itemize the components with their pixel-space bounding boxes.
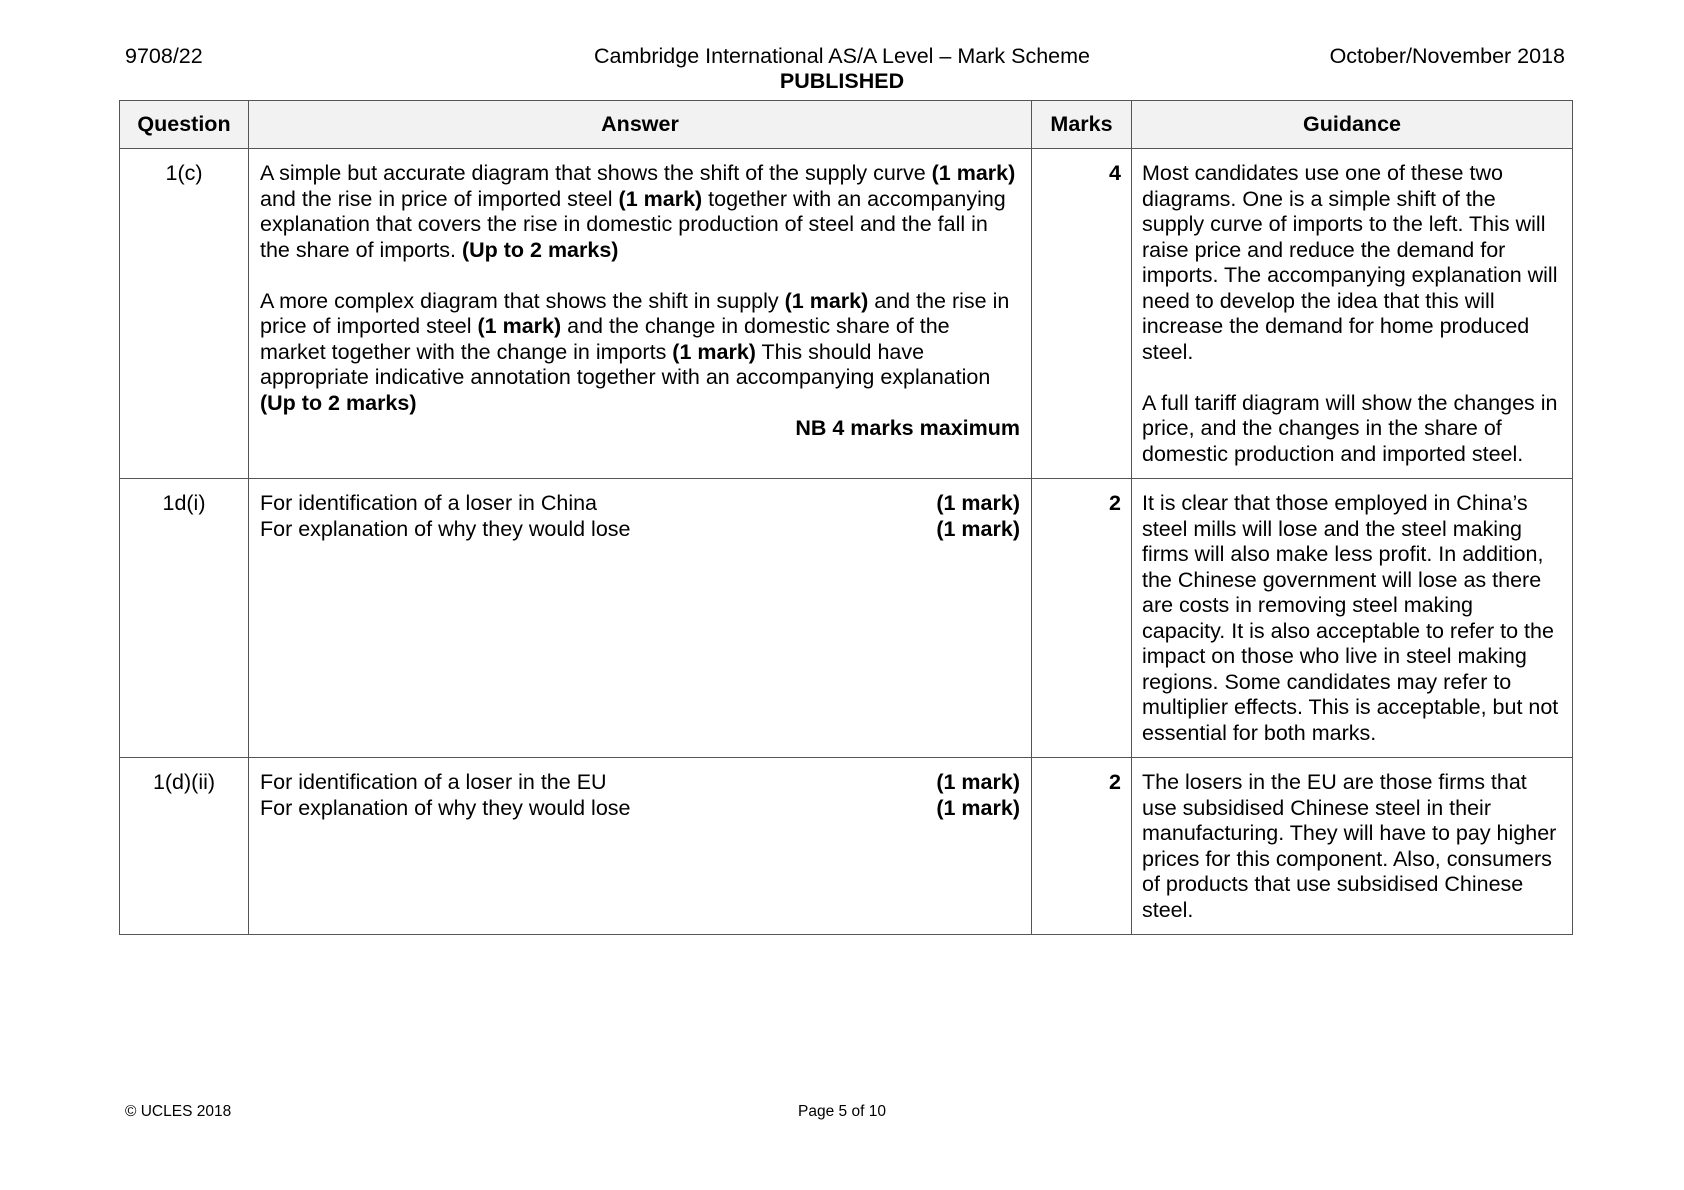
published-label: PUBLISHED: [779, 69, 905, 93]
column-header-marks: Marks: [1032, 101, 1132, 149]
exam-session: October/November 2018: [1329, 44, 1565, 68]
mark-allocation: (1 mark): [936, 770, 1020, 794]
paper-code: 9708/22: [125, 44, 203, 68]
criterion-text: For identification of a loser in China: [260, 491, 598, 515]
guidance-paragraph: The losers in the EU are those firms that use subsidised Chinese steel in their manufacturing. They will have to pay higher prices for this component. Also, consumers of products that use subsidised Chinese steel.: [1142, 770, 1557, 922]
answer-paragraph: [260, 161, 1020, 263]
question-number: 1d(i): [120, 479, 249, 758]
answer-text: and the rise in price of imported steel: [260, 288, 1010, 338]
guidance-cell: [1132, 149, 1573, 479]
mark-scheme-table: [119, 100, 1573, 935]
guidance-paragraph: It is clear that those employed in China’s steel mills will lose and the steel making firms will also make less profit. In addition, the Chinese government will lose as there are costs in removing steel making capacity. It is also acceptable to refer to the impact on those who live in steel making regions. Some candidates may refer to multiplier effects. This is acceptable, but not essential for both marks.: [1142, 491, 1559, 745]
answer-text: A simple but accurate diagram that shows the shift of the supply curve: [260, 161, 932, 185]
answer-text: A more complex diagram that shows the shift in supply: [260, 288, 785, 313]
guidance-cell: [1132, 758, 1573, 935]
guidance-paragraph: A full tariff diagram will show the changes in price, and the changes in the share of domestic production and imported steel.: [1142, 390, 1558, 466]
mark-allocation: (1 mark): [936, 516, 1020, 541]
mark-allocation: (1 mark): [618, 186, 703, 211]
answer-text: This should have appropriate indicative annotation together with an accompanying explanation: [260, 339, 991, 389]
answer-cell: [249, 758, 1032, 935]
criterion-text: For identification of a loser in the EU: [260, 770, 607, 794]
mark-criterion: [260, 770, 1020, 796]
answer-cell: [249, 479, 1032, 758]
criterion-text: For explanation of why they would lose: [260, 516, 631, 541]
mark-criterion: [260, 491, 1020, 517]
marks-value: 2: [1032, 479, 1132, 758]
answer-text: together with an accompanying explanation that covers the rise in domestic production of steel and the fall in the share of imports.: [260, 186, 1006, 262]
table-header-row: [120, 101, 1573, 149]
marks-value: 4: [1032, 149, 1132, 479]
mark-allocation: (1 mark): [672, 339, 756, 364]
mark-criterion: [260, 796, 1020, 822]
mark-allocation: (1 mark): [936, 491, 1020, 515]
criterion-text: For explanation of why they would lose: [260, 795, 631, 820]
mark-allocation: (1 mark): [784, 288, 869, 313]
page-number: Page 5 of 10: [798, 1103, 886, 1120]
guidance-cell: [1132, 479, 1573, 758]
column-header-answer: Answer: [249, 101, 1032, 149]
answer-text: and the rise in price of imported steel: [260, 186, 619, 211]
column-header-question: Question: [120, 101, 249, 149]
question-number: 1(d)(ii): [120, 758, 249, 935]
mark-allocation: (Up to 2 marks): [461, 237, 619, 262]
column-header-guidance: Guidance: [1132, 101, 1573, 149]
table-row: [120, 149, 1573, 479]
marks-value: 2: [1032, 758, 1132, 935]
table-row: [120, 758, 1573, 935]
answer-paragraph: [260, 289, 1020, 417]
mark-allocation: (Up to 2 marks): [260, 390, 417, 415]
mark-allocation: (1 mark): [936, 795, 1020, 820]
mark-allocation: (1 mark): [931, 161, 1016, 185]
guidance-paragraph: Most candidates use one of these two diagrams. One is a simple shift of the supply curve of imports to the left. This will raise price and reduce the demand for imports. The accompanying explanation will need to develop the idea that this will increase the demand for home produced steel.: [1142, 161, 1558, 364]
answer-cell: [249, 149, 1032, 479]
copyright-notice: © UCLES 2018: [125, 1103, 232, 1120]
document-title: Cambridge International AS/A Level – Mark Scheme: [594, 44, 1090, 68]
answer-text: and the change in domestic share of the market together with the change in imports: [260, 314, 950, 364]
mark-allocation: (1 mark): [477, 314, 562, 338]
maximum-marks-note: NB 4 marks maximum: [795, 416, 1020, 440]
mark-criterion: [260, 517, 1020, 543]
table-row: [120, 479, 1573, 758]
question-number: 1(c): [120, 149, 249, 479]
